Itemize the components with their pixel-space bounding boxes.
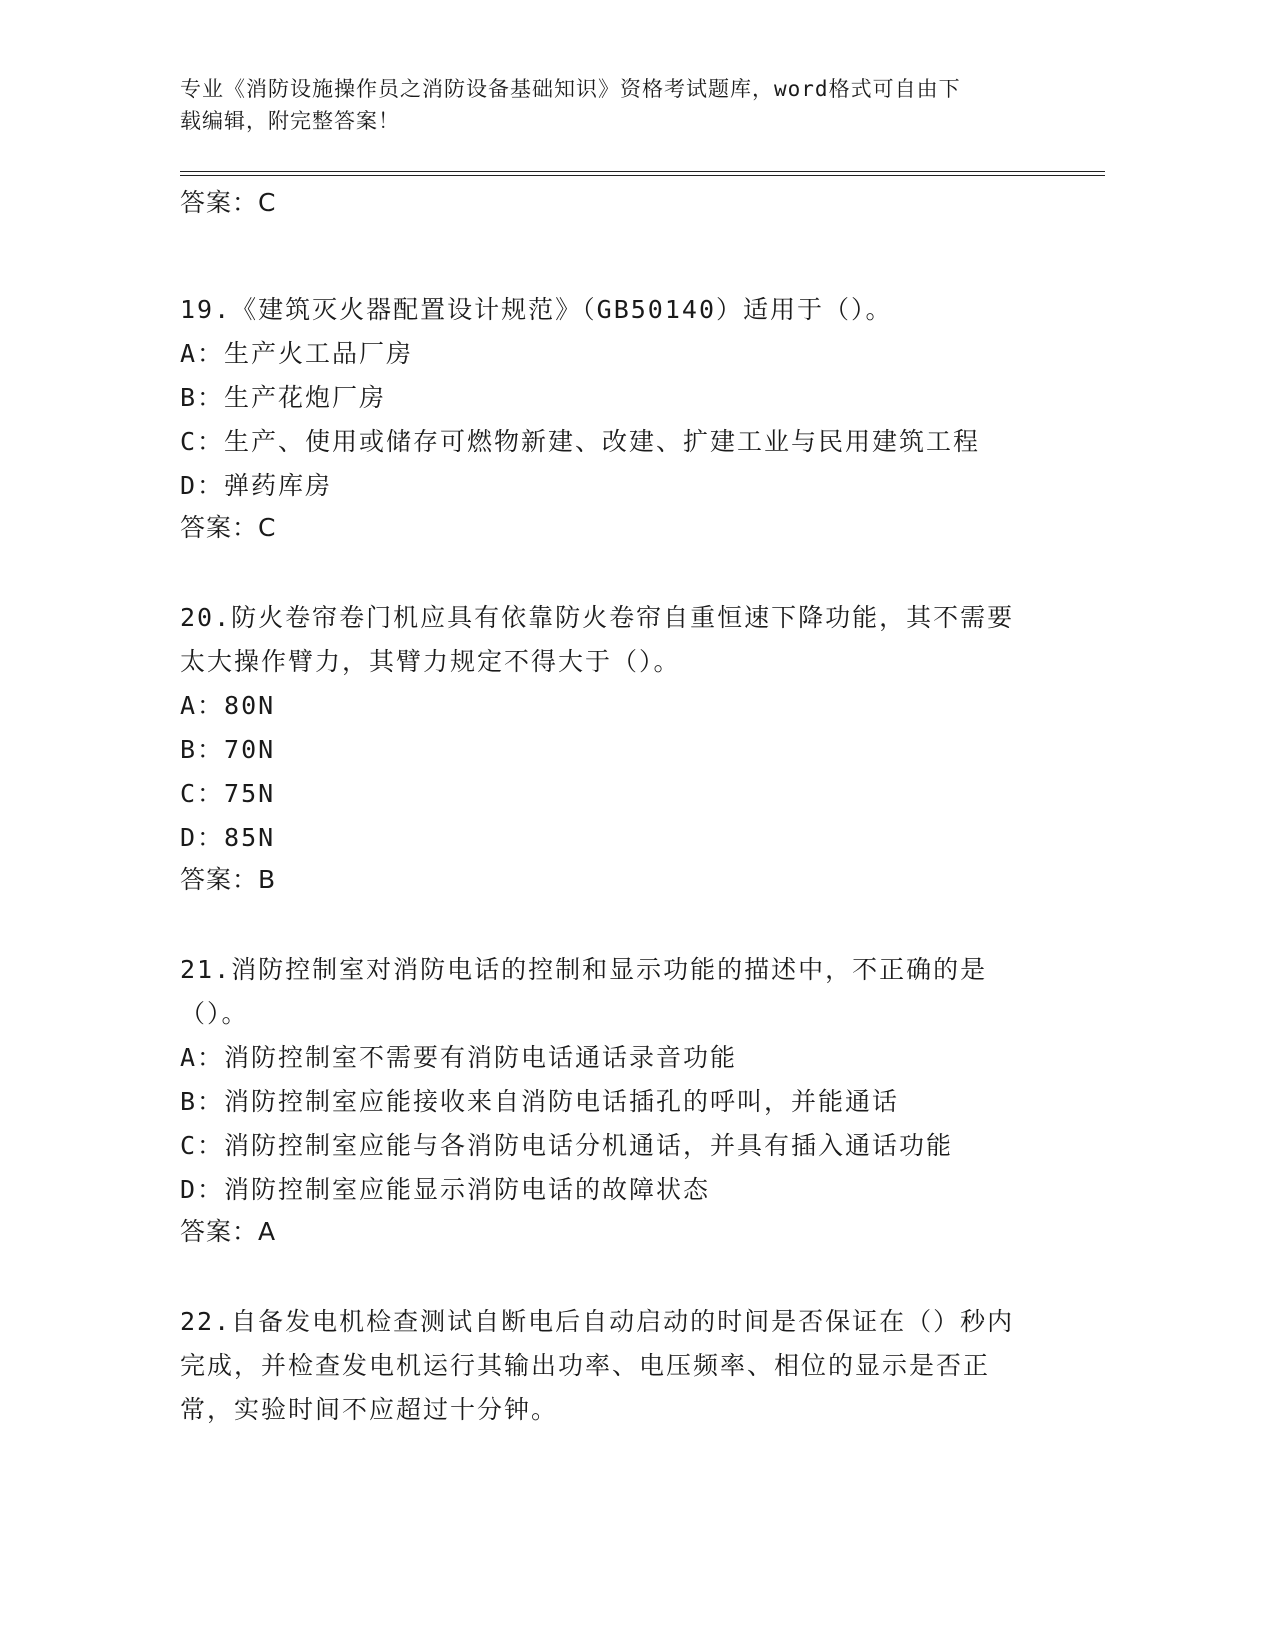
question-text: 22.自备发电机检查测试自断电后自动启动的时间是否保证在（）秒内完成，并检查发电机运行其输出功率、电压频率、相位的显示是否正常，实验时间不应超过十分钟。 [180, 1307, 1015, 1424]
document-body [180, 183, 1040, 1432]
header-line-1: 专业《消防设施操作员之消防设备基础知识》资格考试题库，word格式可自由下 [180, 77, 961, 101]
option-a: A：80N [180, 691, 276, 720]
option-c: C：75N [180, 779, 276, 808]
answer: 答案：A [180, 1217, 277, 1246]
option-d: D：85N [180, 823, 276, 852]
question-21 [180, 948, 1040, 1252]
option-a: A：生产火工品厂房 [180, 339, 414, 368]
question-text: 20.防火卷帘卷门机应具有依靠防火卷帘自重恒速下降功能，其不需要太大操作臂力，其臂力规定不得大于（）。 [180, 603, 1015, 676]
question-text: 21.消防控制室对消防电话的控制和显示功能的描述中，不正确的是（）。 [180, 955, 988, 1028]
answer: 答案：C [180, 513, 277, 542]
header-divider-top [180, 171, 1105, 172]
header-line-2: 载编辑，附完整答案！ [180, 109, 400, 133]
question-20 [180, 596, 1040, 900]
header-divider-bottom [180, 175, 1105, 176]
option-d: D：消防控制室应能显示消防电话的故障状态 [180, 1175, 711, 1204]
option-d: D：弹药库房 [180, 471, 333, 500]
option-b: B：70N [180, 735, 276, 764]
option-b: B：生产花炮厂房 [180, 383, 387, 412]
answer: 答案：B [180, 865, 277, 894]
question-22 [180, 1300, 1040, 1432]
option-c: C：生产、使用或储存可燃物新建、改建、扩建工业与民用建筑工程 [180, 427, 981, 456]
option-a: A：消防控制室不需要有消防电话通话录音功能 [180, 1043, 738, 1072]
question-text: 19.《建筑灭火器配置设计规范》（GB50140）适用于（）。 [180, 295, 893, 324]
option-b: B：消防控制室应能接收来自消防电话插孔的呼叫，并能通话 [180, 1087, 900, 1116]
document-header [180, 73, 1040, 137]
answer-previous: 答案：C [180, 188, 277, 217]
option-c: C：消防控制室应能与各消防电话分机通话，并具有插入通话功能 [180, 1131, 954, 1160]
question-19 [180, 288, 1040, 548]
